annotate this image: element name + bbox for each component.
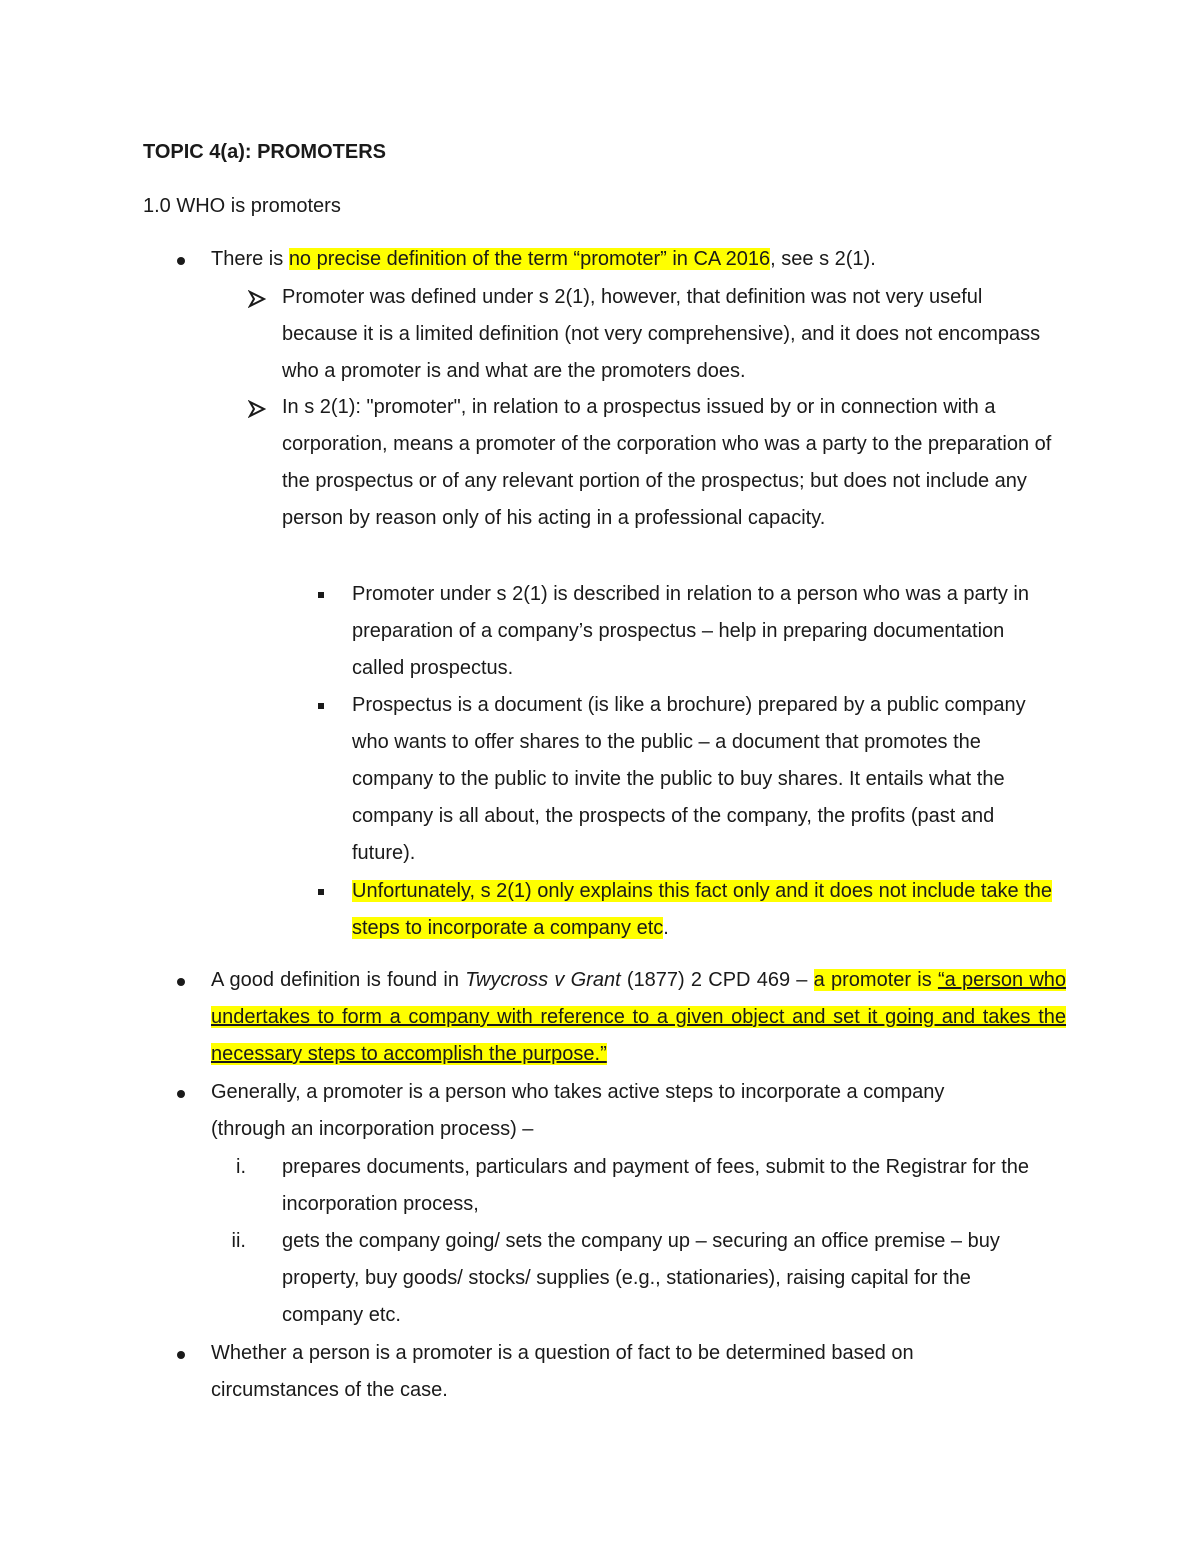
highlighted-text: Unfortunately, s 2(1) only explains this fact only and it does not include take the steps to incorporate a company etc [352,880,1053,939]
arrow-bullet-icon [248,290,266,308]
highlighted-quote: “a person who undertakes to form a company with reference to a given object and set it going and takes the necessary steps to accomplish the purpose.” [211,969,1067,1065]
arrow-item-statute: In s 2(1): "promoter", in relation to a prospectus issued by or in connection with a corporation, means a promoter of the corporation who was a party to the preparation of the prospectus or of any relevant portion of the prospectus; but does not include any person by reason only of his acting in a professional capacity. [282,396,1052,529]
highlighted-text: a promoter is [813,969,938,991]
square-bullet-icon [318,592,324,598]
bullet-generally: Generally, a promoter is a person who takes active steps to incorporate a company (through an incorporation process) – [211,1081,945,1140]
square-bullet-icon [318,703,324,709]
section-heading: 1.0 WHO is promoters [143,195,341,217]
roman-item-prepares: prepares documents, particulars and payment of fees, submit to the Registrar for the incorporation process, [282,1156,1030,1215]
roman-numeral: ii. [231,1230,246,1252]
square-item-promoter: Promoter under s 2(1) is described in relation to a person who was a party in preparation of a company’s prospectus – help in preparing documentation called prospectus. [352,583,1030,679]
bullet-no-definition: There is no precise definition of the term “promoter” in CA 2016, see s 2(1). [211,248,876,270]
roman-numeral: i. [236,1156,246,1178]
roman-item-gets-going: gets the company going/ sets the company up – securing an office premise – buy property, buy goods/ stocks/ supplies (e.g., stationaries), raising capital for the company etc. [282,1230,1000,1326]
bullet-good-definition: A good definition is found in Twycross v Grant (1877) 2 CPD 469 – a promoter is “a person who undertakes to form a company with reference to a given object and set it going and takes the necessary steps to accomplish the purpose.” [211,969,1067,1065]
document-title: TOPIC 4(a): PROMOTERS [143,141,386,163]
square-bullet-icon [318,889,324,895]
bullet-dot-icon [177,257,185,265]
bullet-question-of-fact: Whether a person is a promoter is a question of fact to be determined based on circumstances of the case. [211,1342,914,1401]
bullet-dot-icon [177,978,185,986]
bullet-dot-icon [177,1351,185,1359]
highlighted-text: no precise definition of the term “promoter” in CA 2016 [288,248,771,270]
square-item-unfortunately: Unfortunately, s 2(1) only explains this fact only and it does not include take the steps to incorporate a company etc. [352,880,1053,939]
bullet-dot-icon [177,1090,185,1098]
square-item-prospectus: Prospectus is a document (is like a brochure) prepared by a public company who wants to offer shares to the public – a document that promotes the company to the public to invite the public to buy shares. It entails what the company is all about, the prospects of the company, the profits (past and future). [352,694,1026,864]
case-name: Twycross v Grant [465,969,621,991]
arrow-item-definition: Promoter was defined under s 2(1), however, that definition was not very useful because it is a limited definition (not very comprehensive), and it does not encompass who a promoter is and what are the promoters does. [282,286,1041,382]
arrow-bullet-icon [248,400,266,418]
